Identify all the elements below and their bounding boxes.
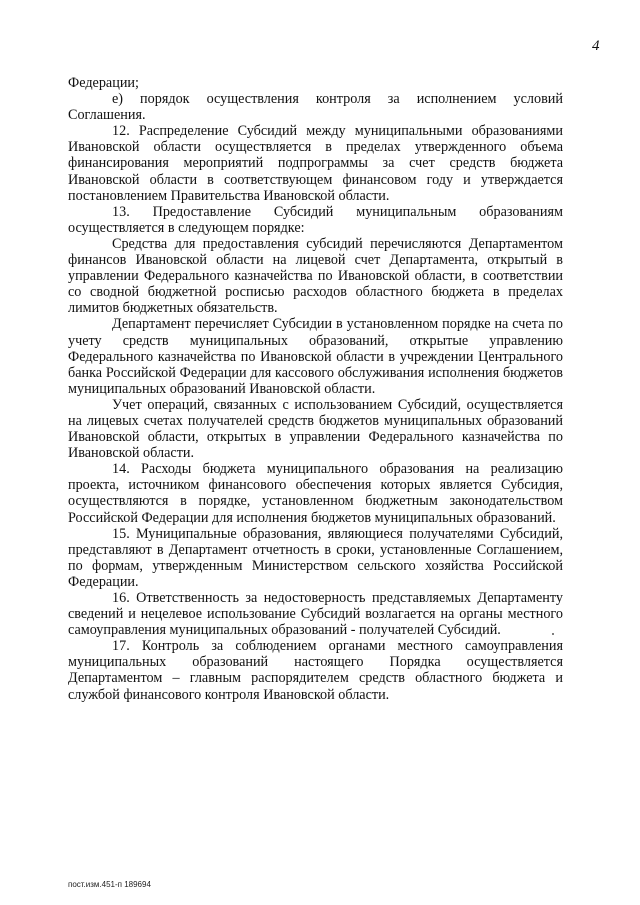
paragraph-16: 16. Ответственность за недостоверность представляемых Департаменту сведений и нецелевое использование Субсидий возлагается на органы местного самоуправления муниципальных образований - получателей Субсидий.	[68, 590, 563, 639]
paragraph-continuation: Федерации;	[68, 75, 139, 91]
paragraph-13: 13. Предоставление Субсидий муниципальным образованиям осуществляется в следующем порядке:	[68, 203, 563, 236]
paragraph-17: 17. Контроль за соблюдением органами местного самоуправления муниципальных образований настоящего Порядка осуществляется Департаментом – главным распорядителем средств областного бюджета и службой финансового контроля Ивановской области.	[68, 638, 563, 703]
paragraph-15: 15. Муниципальные образования, являющиеся получателями Субсидий, представляют в Департамент отчетность в сроки, установленные Соглашением, по формам, утвержденным Министерством сельского хозяйства Российской Федерации.	[68, 525, 563, 590]
paragraph-13-transfer: Департамент перечисляет Субсидии в установленном порядке на счета по учету средств муниципальных образований, открытые управлению Федерального казначейства по Ивановской области в учреждении Центрального банка Российской Федерации для кассового обслуживания исполнения бюджетов муниципальных образований Ивановской области.	[68, 316, 563, 397]
paragraph-14: 14. Расходы бюджета муниципального образования на реализацию проекта, источником финансового обеспечения которых является Субсидия, осуществляются в порядке, установленном бюджетным законодательством Российской Федерации для исполнения бюджетов муниципальных образований.	[68, 461, 563, 526]
paragraph-12: 12. Распределение Субсидий между муниципальными образованиями Ивановской области осуществляется в пределах утвержденного объема финансирования мероприятий подпрограммы за счет средств бюджета Ивановской области в соответствующем финансовом году и утверждается постановлением Правительства Ивановской области.	[68, 123, 563, 204]
paragraph-item-e: е) порядок осуществления контроля за исполнением условий Соглашения.	[68, 91, 563, 124]
paragraph-13-funds: Средства для предоставления субсидий перечисляются Департаментом финансов Ивановской области на лицевой счет Департамента, открытый в управлении Федерального казначейства по Ивановской области, в соответствии со сводной бюджетной росписью расходов областного бюджета в пределах лимитов бюджетных обязательств.	[68, 235, 563, 317]
scan-speck	[552, 633, 554, 635]
page-number: 4	[592, 38, 600, 54]
footer-code: пост.изм.451-п 189694	[68, 880, 151, 889]
paragraph-13-accounting: Учет операций, связанных с использованием Субсидий, осуществляется на лицевых счетах получателей средств бюджетов муниципальных образований Ивановской области, открытых в управлении Федерального казначейства по Ивановской области.	[68, 396, 563, 462]
document-body	[68, 75, 563, 703]
